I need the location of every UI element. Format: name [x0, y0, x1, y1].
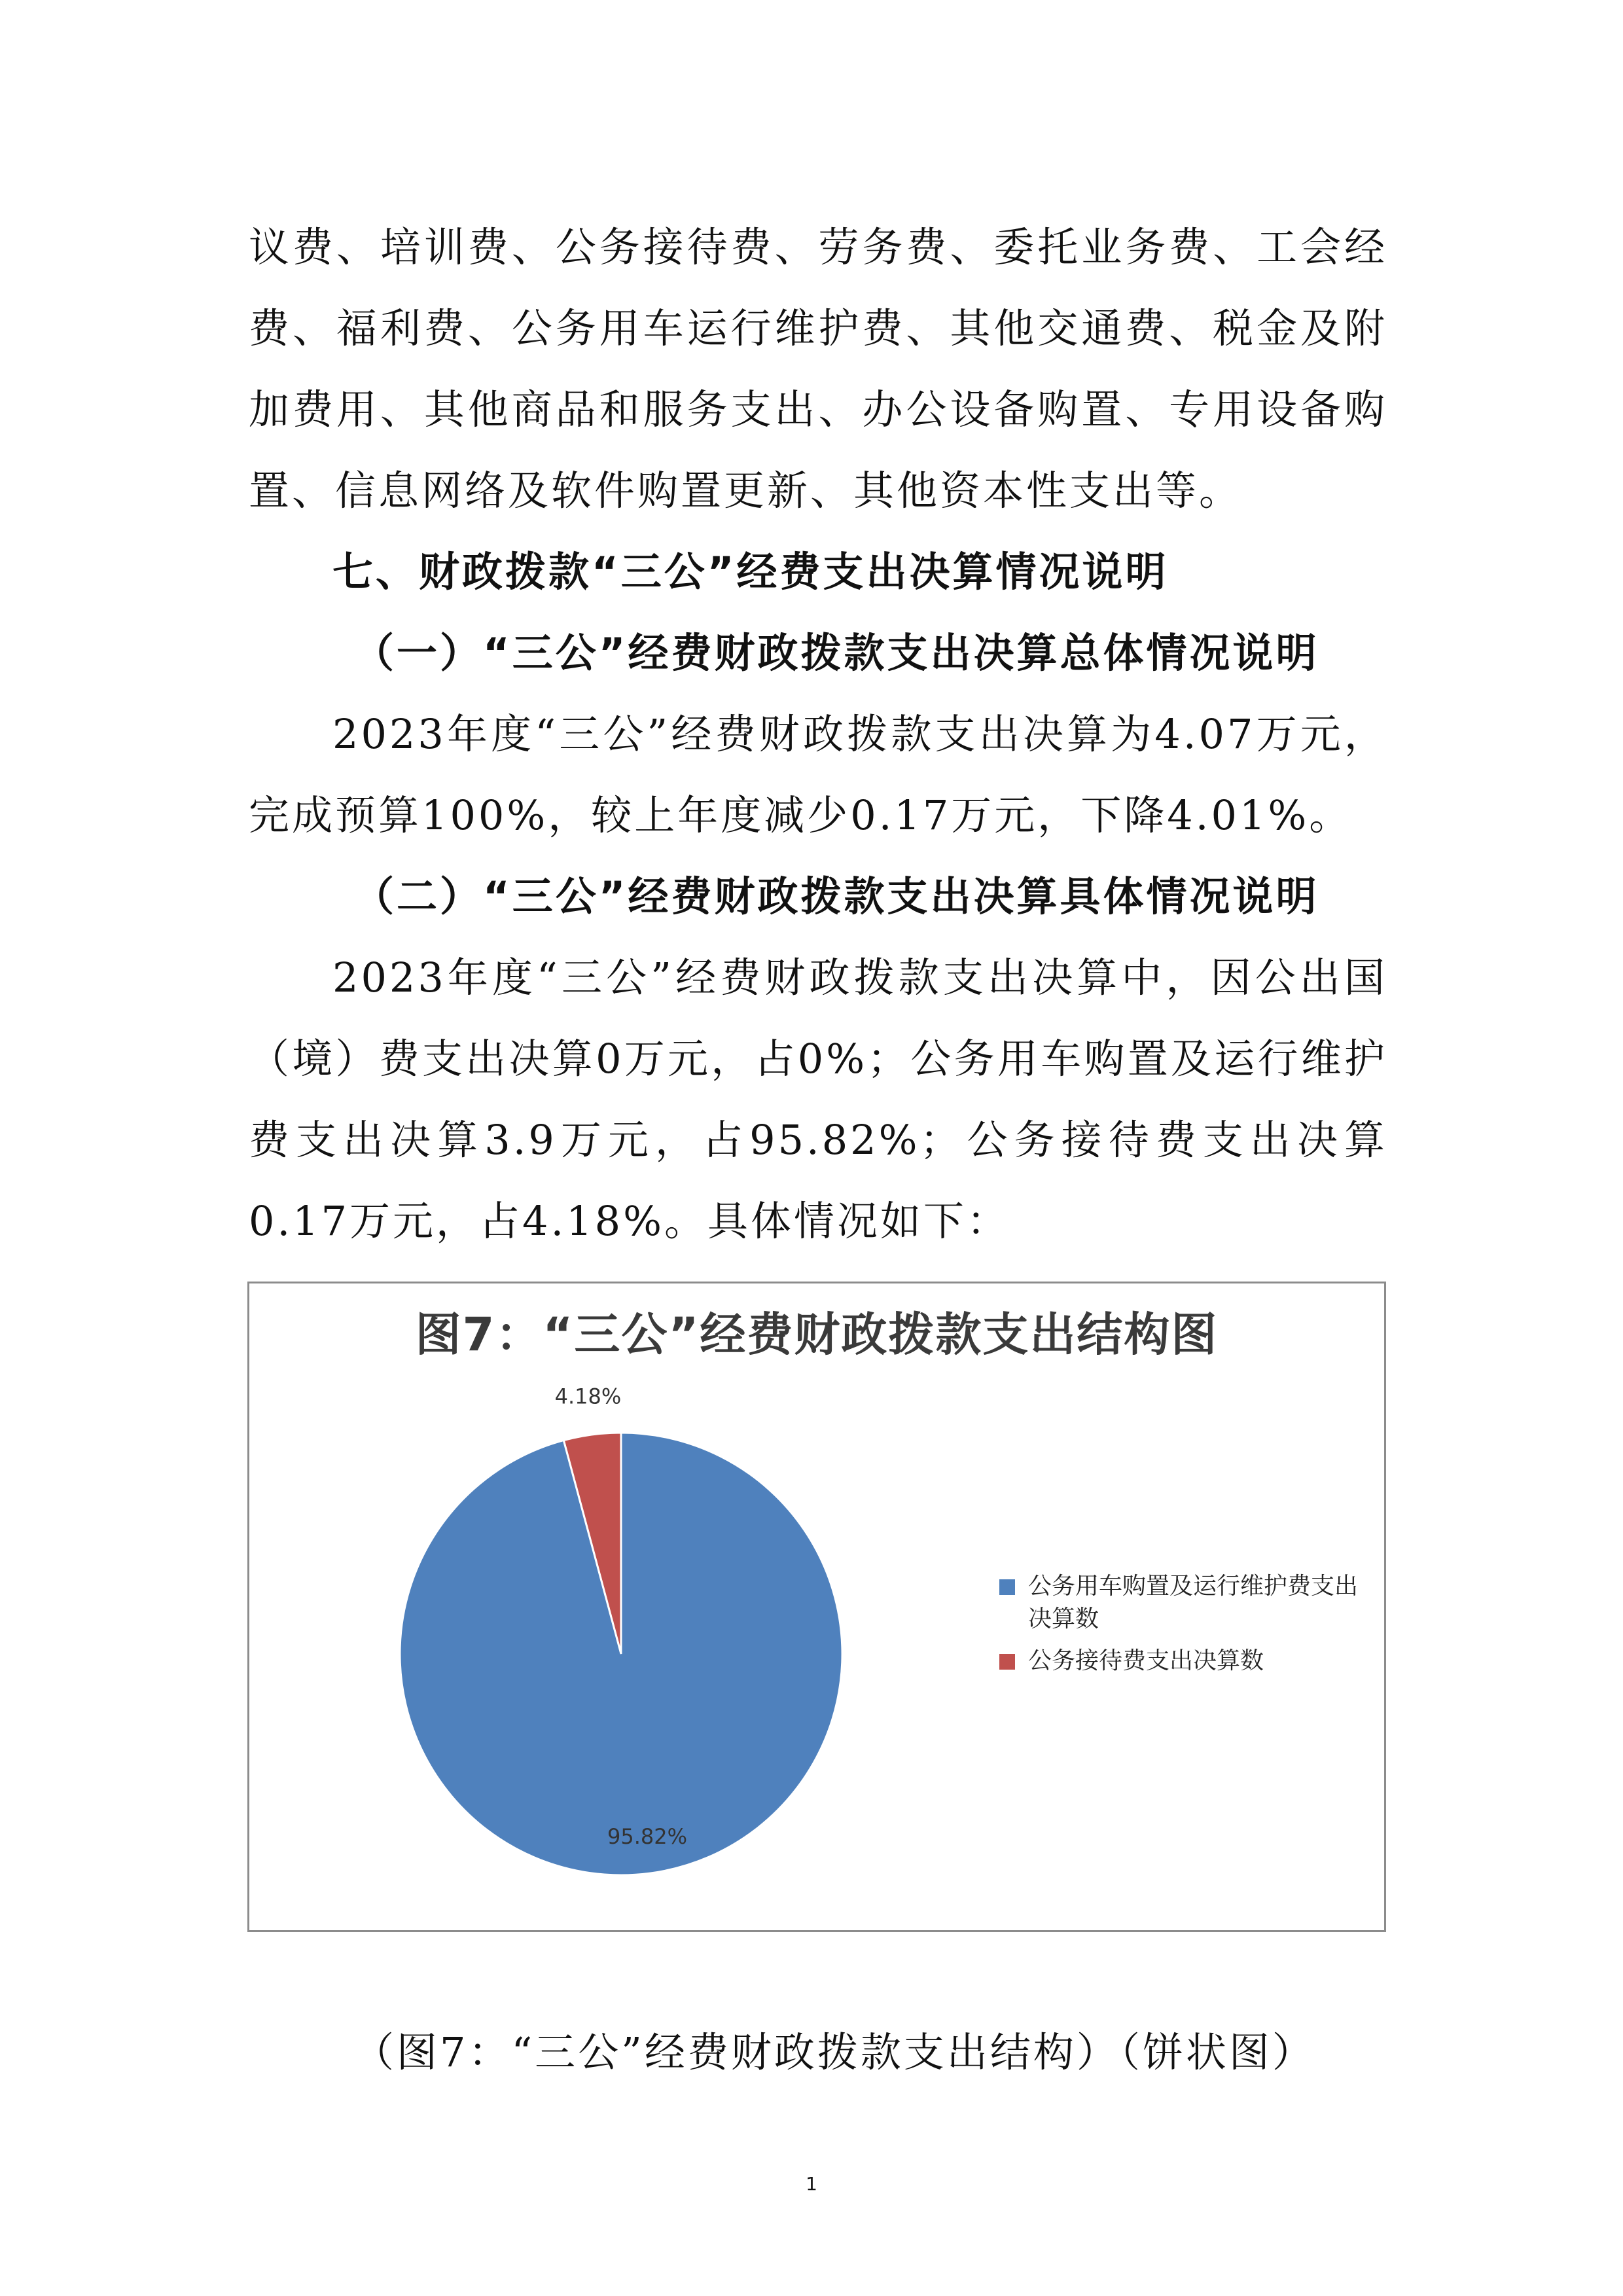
paragraph-expense-list: 议费、培训费、公务接待费、劳务费、委托业务费、工会经费、福利费、公务用车运行维护费、其他交通费、税金及附加费用、其他商品和服务支出、办公设备购置、专用设备购置、信息网络及软件购置更新、其他资本性支出等。 — [249, 223, 1387, 514]
paragraph-overall: 2023年度“三公”经费财政拨款支出决算为4.07万元，完成预算100%，较上年度减少0.17万元，下降4.01%。 — [249, 710, 1387, 839]
legend-swatch — [999, 1579, 1015, 1595]
legend-item — [999, 1645, 1366, 1677]
pie-slice — [400, 1433, 842, 1875]
paragraph-detail: 2023年度“三公”经费财政拨款支出决算中，因公出国（境）费支出决算0万元，占0%；公务用车购置及运行维护费支出决算3.9万元，占95.82%；公务接待费支出决算0.17万元，占4.18%。具体情况如下： — [249, 954, 1387, 1245]
chart-legend — [999, 1570, 1366, 1687]
subsection-heading-overall: （一）“三公”经费财政拨款支出决算总体情况说明 — [353, 629, 1319, 677]
figure-caption: （图7：“三公”经费财政拨款支出结构）（饼状图） — [353, 2028, 1315, 2076]
subsection-heading-detail: （二）“三公”经费财政拨款支出决算具体情况说明 — [353, 872, 1319, 920]
legend-item — [999, 1570, 1366, 1636]
pie-data-label: 4.18% — [554, 1384, 622, 1409]
document-body — [249, 207, 1387, 1262]
chart-title: 图7：“三公”经费财政拨款支出结构图 — [415, 1308, 1219, 1361]
pie-chart-frame — [247, 1282, 1386, 1932]
legend-label: 公务用车购置及运行维护费支出决算数 — [1028, 1573, 1359, 1632]
legend-label: 公务接待费支出决算数 — [1028, 1647, 1264, 1674]
section-heading: 七、财政拨款“三公”经费支出决算情况说明 — [332, 548, 1169, 596]
legend-swatch — [999, 1654, 1015, 1670]
page-number: 1 — [806, 2173, 817, 2195]
pie-data-label: 95.82% — [607, 1824, 688, 1849]
